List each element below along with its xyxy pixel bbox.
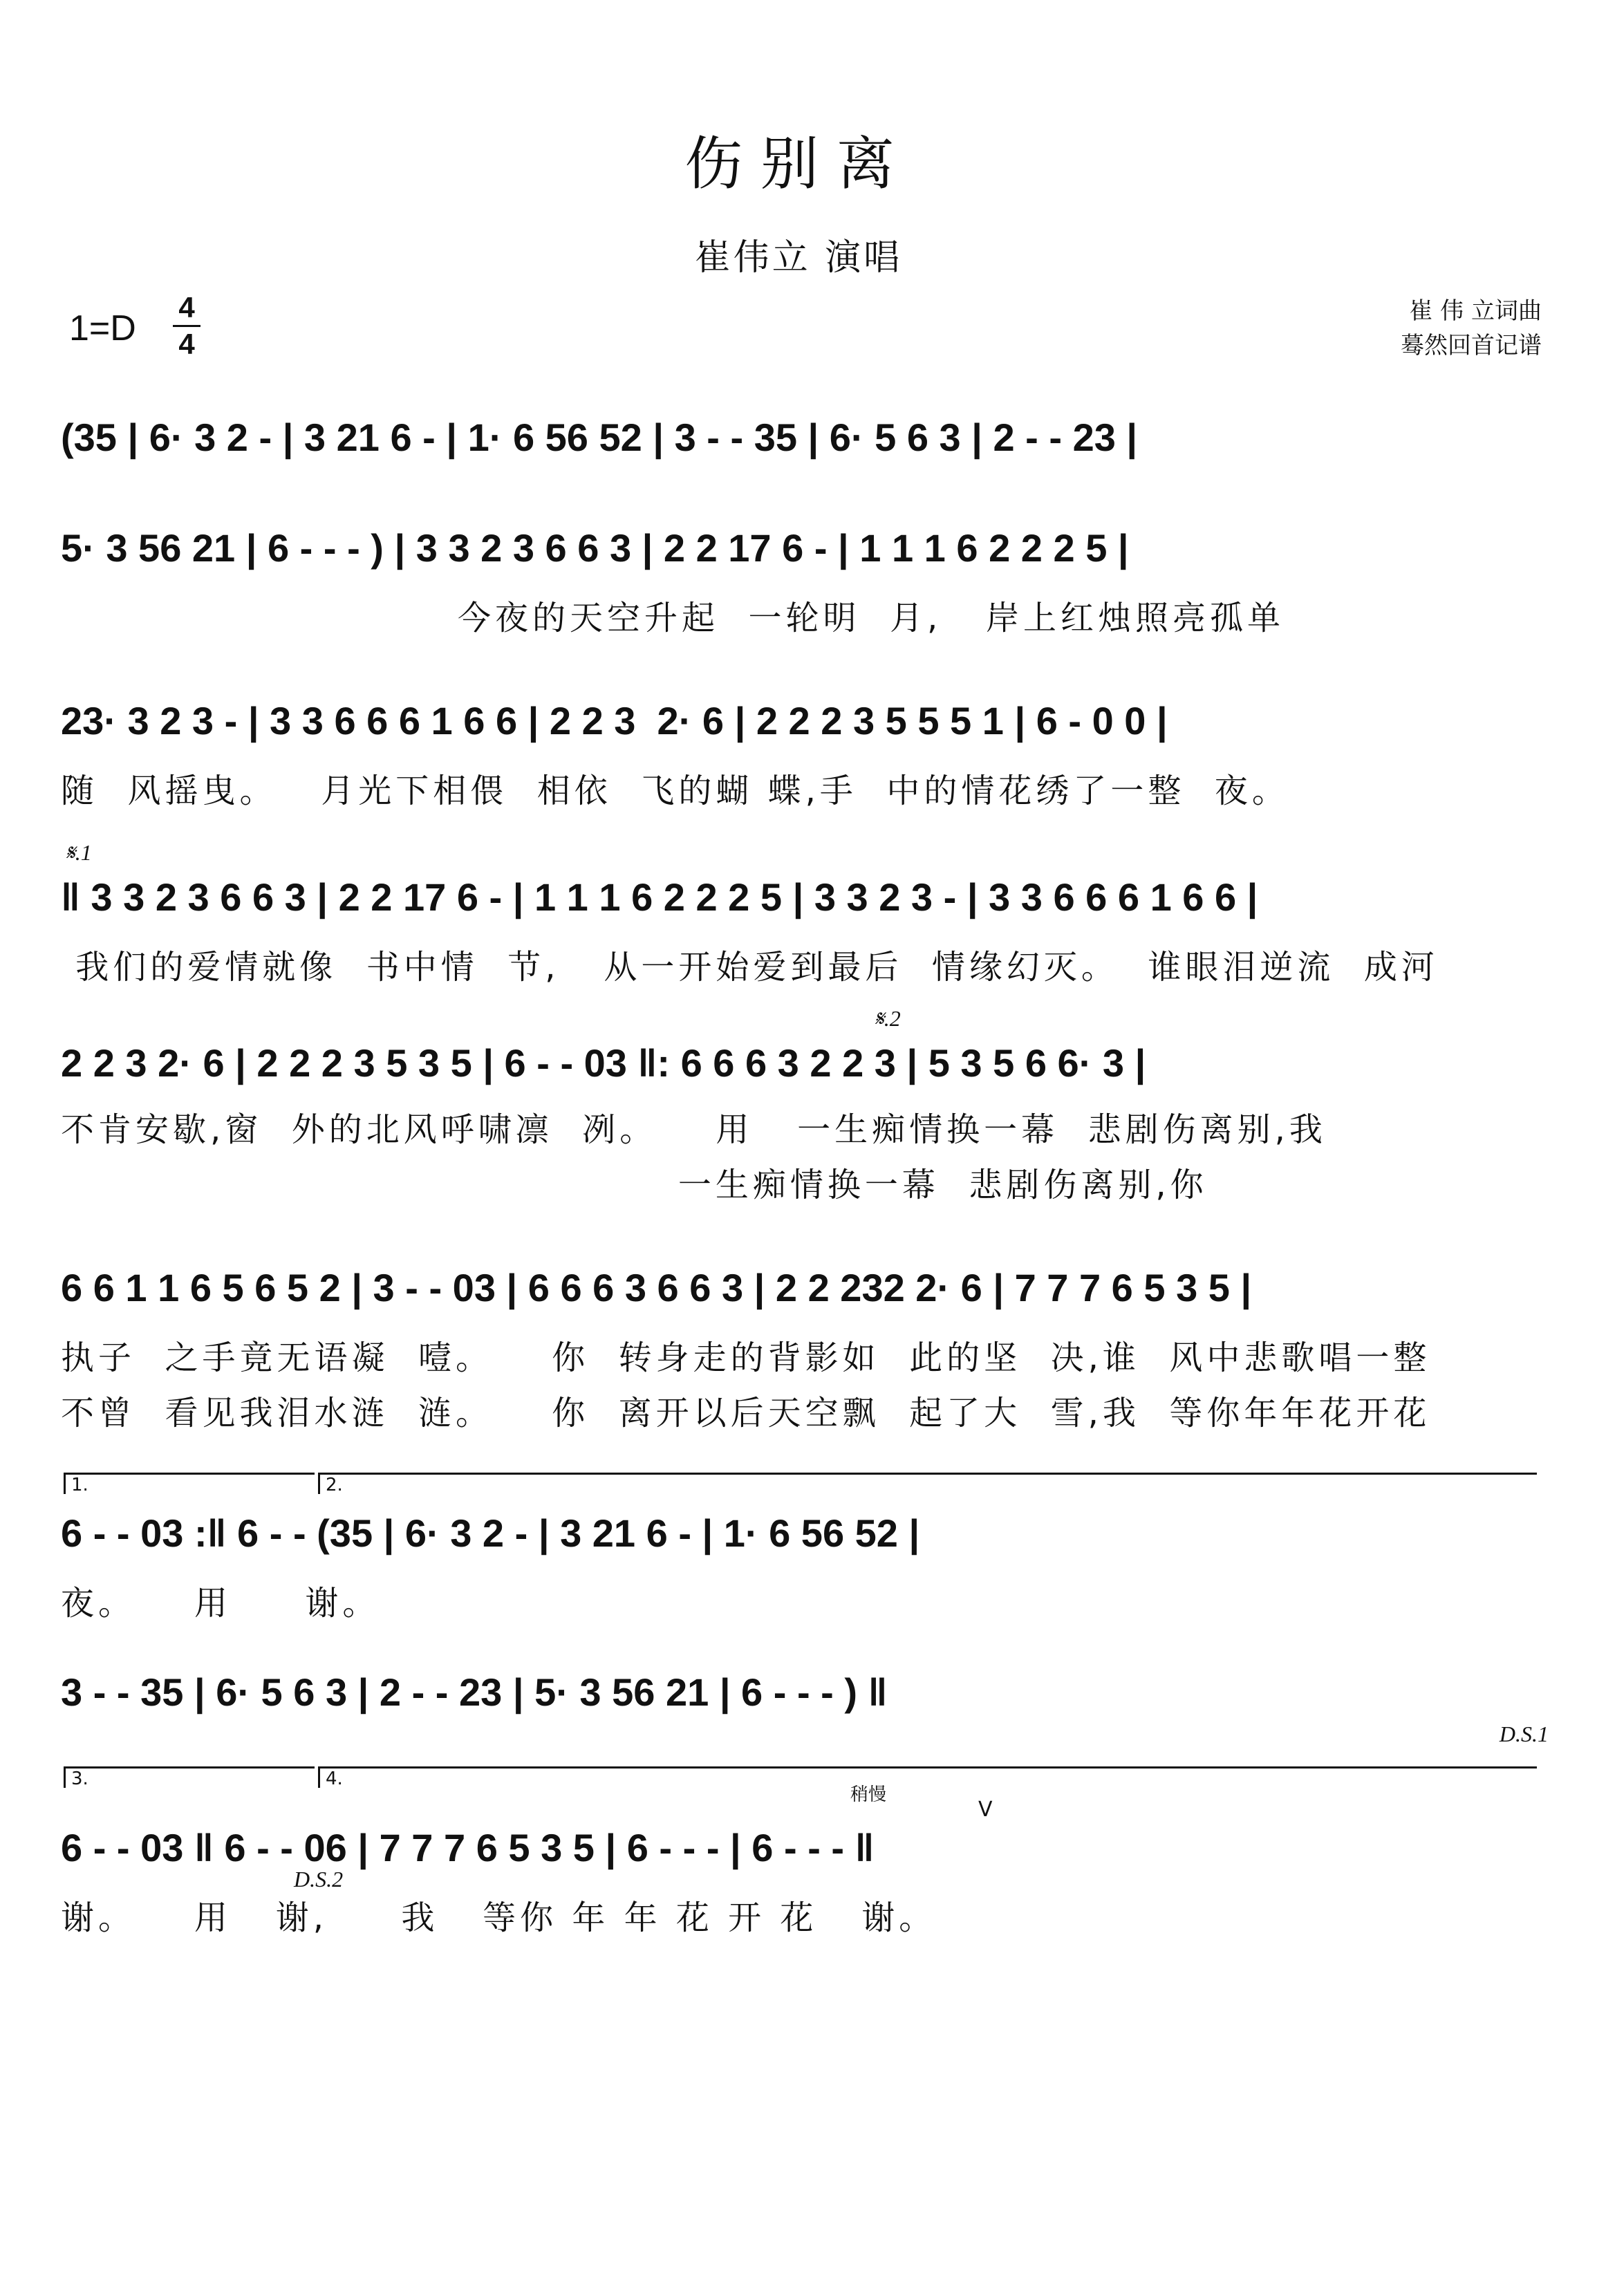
volta-label: 3. (71, 1768, 88, 1789)
volta-label: 4. (326, 1768, 343, 1789)
volta-bracket (64, 1473, 315, 1494)
notation-line: 3 - - 35 | 6· 5 6 3 | 2 - - 23 | 5· 3 56 21 | 6 - - - ) ‖ (61, 1670, 888, 1714)
lyric-line: 今夜的天空升起 一轮明 月, 岸上红烛照亮孤单 (61, 599, 1285, 637)
notation-line: 6 - - 03 :‖ 6 - - (35 | 6· 3 2 - | 3 21 6 - | 1· 6 56 52 | (61, 1511, 920, 1555)
notation-line: 6 6 1 1 6 5 6 5 2 | 3 - - 03 | 6 6 6 3 6 6 3 | 2 2 232 2· 6 | 7 7 7 6 5 3 5 | (61, 1266, 1252, 1309)
lyric-line: 随 风摇曳。 月光下相偎 相依 飞的蝴 蝶,手 中的情花绣了一整 夜。 (61, 772, 1289, 810)
lyric-line: 一生痴情换一幕 悲剧伤离别,你 (61, 1166, 1208, 1204)
lyric-line: 我们的爱情就像 书中情 节, 从一开始爱到最后 情缘幻灭。 谁眼泪逆流 成河 (61, 948, 1439, 987)
meter-top: 4 (173, 290, 200, 327)
segno-mark: 𝄋.1 (66, 840, 92, 865)
notation-line: 2 2 3 2· 6 | 2 2 2 3 5 3 5 | 6 - - 03 ‖: 6 6 6 3 2 2 3 | 5 3 5 6 6· 3 | (61, 1041, 1146, 1085)
lyric-line: 不肯安歇,窗 外的北风呼啸凛 冽。 用 一生痴情换一幕 悲剧伤离别,我 (61, 1110, 1327, 1149)
notation-line: 23· 3 2 3 - | 3 3 6 6 6 1 6 6 | 2 2 3 2· 6 | 2 2 2 3 5 5 5 1 | 6 - 0 0 | (61, 699, 1168, 743)
volta-bracket (318, 1473, 1537, 1494)
notation-line: ‖ 3 3 2 3 6 6 3 | 2 2 17 6 - | 1 1 1 6 2 2 2 5 | 3 3 2 3 - | 3 3 6 6 6 1 6 6 | (61, 875, 1258, 919)
dal-segno-mark: D.S.1 (1499, 1721, 1549, 1746)
lyric-line: 夜。 用 谢。 (61, 1584, 380, 1623)
singer-credit: 崔伟立 演唱 (694, 237, 903, 279)
song-title: 伤别离 (684, 130, 913, 198)
transcriber-credit: 蓦然回首记谱 (1401, 332, 1542, 360)
notation-line: 5· 3 56 21 | 6 - - - ) | 3 3 2 3 6 6 3 | 2 2 17 6 - | 1 1 1 6 2 2 2 5 | (61, 526, 1129, 570)
volta-label: 1. (71, 1475, 88, 1495)
breath-mark: V (978, 1798, 993, 1822)
volta-label: 2. (326, 1475, 343, 1495)
key-signature: 1=D (69, 308, 136, 348)
time-signature (173, 290, 200, 362)
composer-credit: 崔 伟 立词曲 (1409, 297, 1542, 325)
tempo-mark: 稍慢 (850, 1784, 887, 1805)
notation-line: 6 - - 03 ‖ 6 - - 06 | 7 7 7 6 5 3 5 | 6 - - - | 6 - - - ‖ (61, 1826, 875, 1869)
meter-bottom: 4 (178, 328, 195, 360)
notation-line: (35 | 6· 3 2 - | 3 21 6 - | 1· 6 56 52 | 3 - - 35 | 6· 5 6 3 | 2 - - 23 | (61, 416, 1138, 459)
segno-mark: 𝄋.2 (875, 1006, 901, 1031)
lyric-line: 不曾 看见我泪水涟 涟。 你 离开以后天空飘 起了大 雪,我 等你年年花开花 (61, 1394, 1431, 1432)
volta-bracket (64, 1766, 315, 1788)
dal-segno-mark: D.S.2 (294, 1867, 344, 1892)
credits (1401, 294, 1542, 363)
lyric-line: 执子 之手竟无语凝 噎。 你 转身走的背影如 此的坚 决,谁 风中悲歌唱一整 (61, 1338, 1431, 1377)
lyric-line: 谢。 用 谢, 我 等你 年 年 花 开 花 谢。 (61, 1898, 937, 1937)
volta-bracket (318, 1766, 1537, 1788)
